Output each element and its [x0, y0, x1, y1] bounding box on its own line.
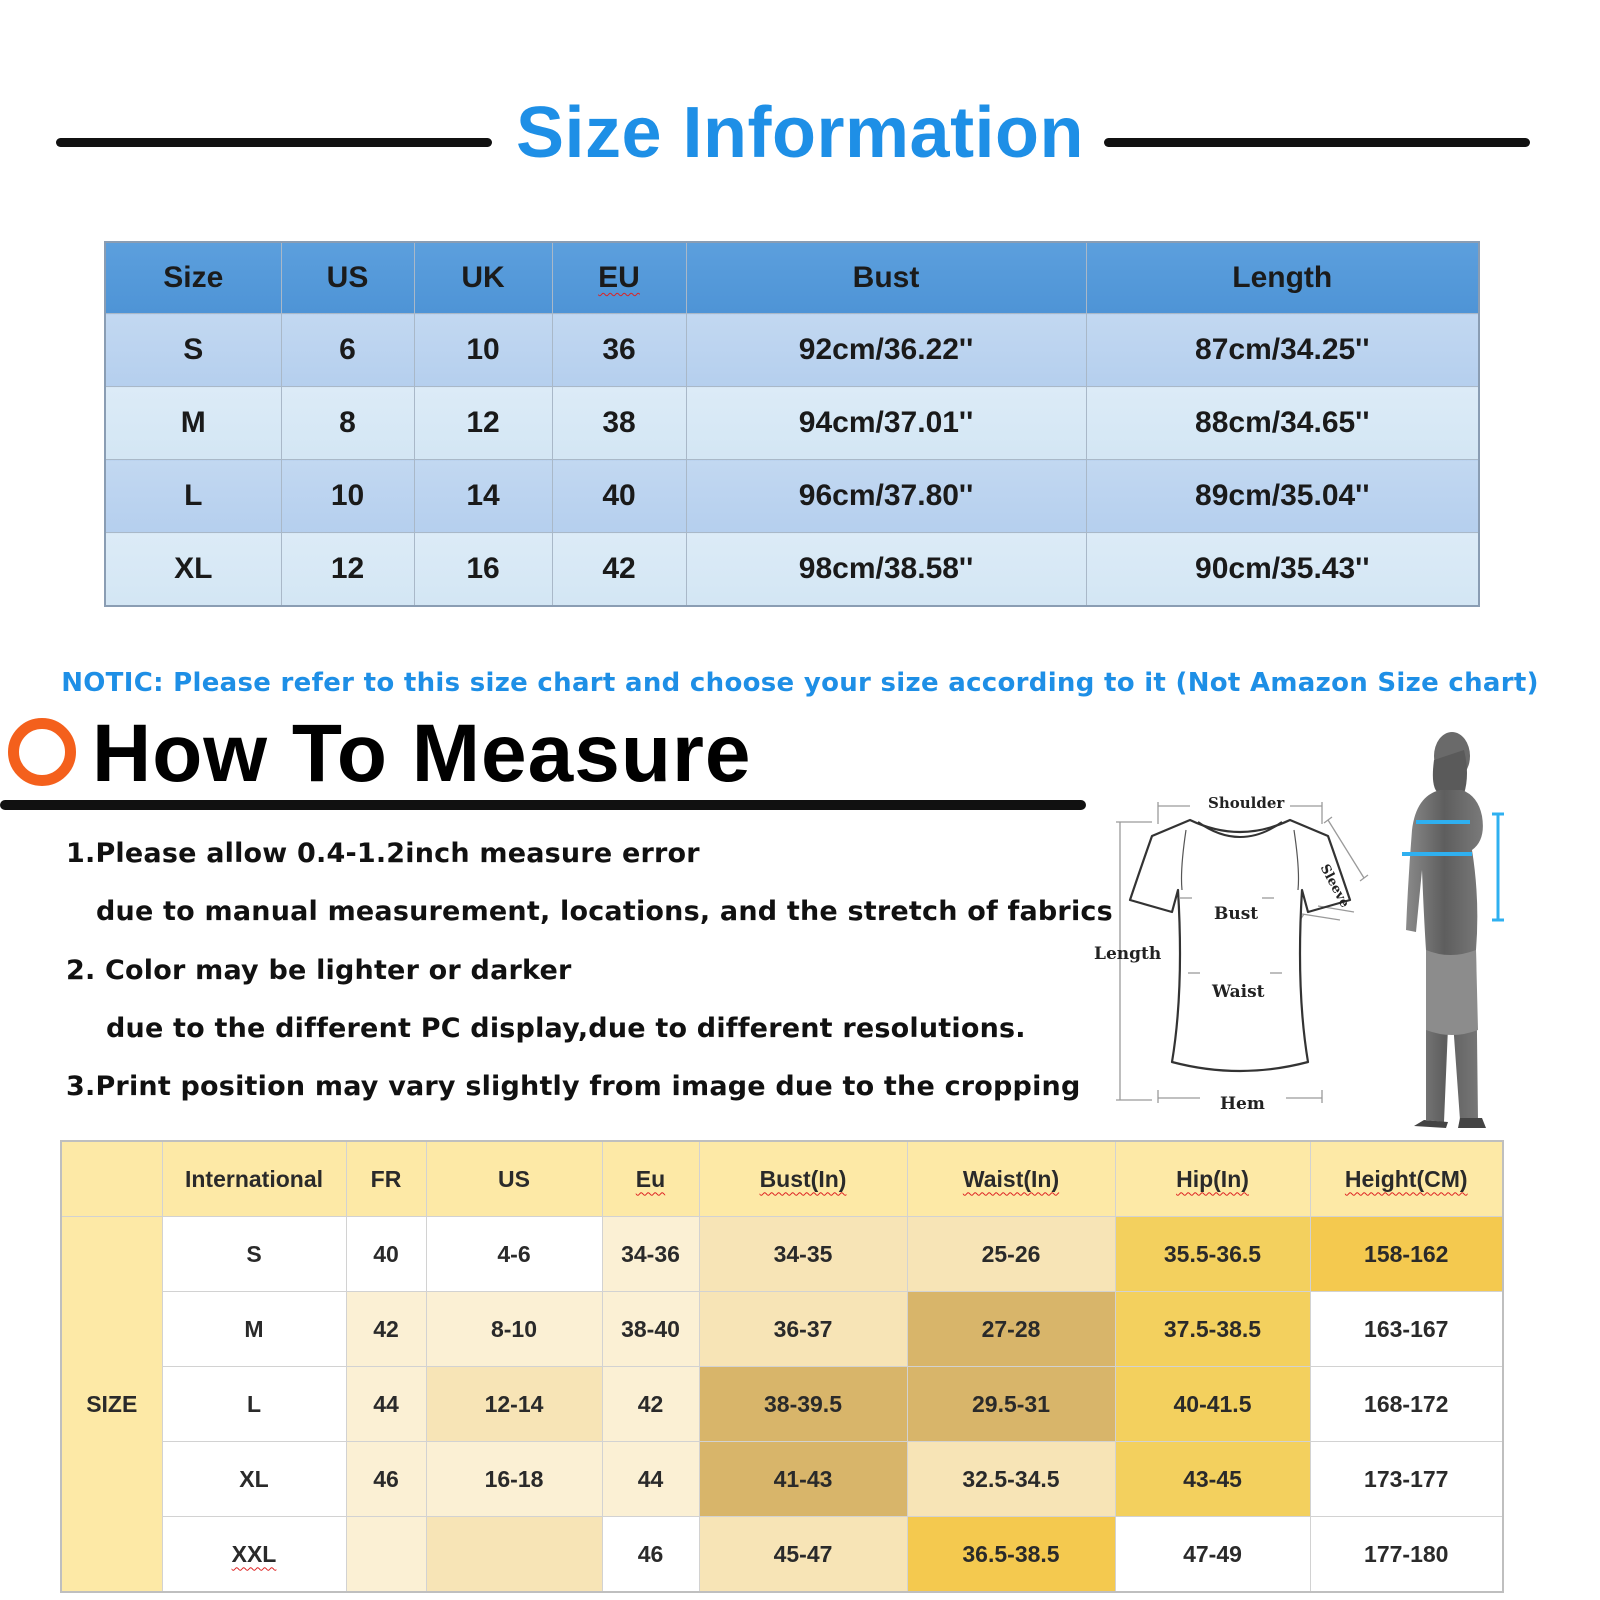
table-cell: 36-37: [699, 1292, 907, 1367]
table-row: [105, 533, 1479, 607]
table-cell: 44: [602, 1442, 699, 1517]
diagram-label-hem: Hem: [1220, 1094, 1265, 1114]
column-header-us: US: [281, 242, 414, 314]
table-cell: 92cm/36.22'': [686, 314, 1086, 387]
table-cell: 42: [552, 533, 686, 607]
table-cell: 89cm/35.04'': [1086, 460, 1479, 533]
page-title: Size Information: [515, 93, 1085, 173]
table-cell: 40: [346, 1217, 426, 1292]
table-cell: 38-40: [602, 1292, 699, 1367]
size-conversion-table: [60, 1140, 1504, 1593]
table-cell: 8: [281, 387, 414, 460]
column-header-bust-label: Bust(In): [759, 1165, 847, 1192]
column-header-eu: [552, 242, 686, 314]
table-cell: 38-39.5: [699, 1367, 907, 1442]
table-cell: 94cm/37.01'': [686, 387, 1086, 460]
table-cell: 36.5-38.5: [907, 1517, 1115, 1593]
column-header-us: US: [426, 1141, 602, 1217]
table-cell: 16: [414, 533, 552, 607]
table-cell: 4-6: [426, 1217, 602, 1292]
table-cell: 88cm/34.65'': [1086, 387, 1479, 460]
table-row: [61, 1292, 1503, 1367]
column-header-length: Length: [1086, 242, 1479, 314]
table-cell: [426, 1517, 602, 1593]
column-header-international: International: [162, 1141, 346, 1217]
table-cell: 41-43: [699, 1442, 907, 1517]
column-header-size: Size: [105, 242, 281, 314]
measure-heading-rule: [0, 800, 1086, 810]
diagram-label-shoulder: Shoulder: [1208, 794, 1285, 812]
table-cell: 32.5-34.5: [907, 1442, 1115, 1517]
table-cell: 35.5-36.5: [1115, 1217, 1310, 1292]
body-silhouette-image: [1390, 730, 1530, 1130]
column-header-bust: Bust: [686, 242, 1086, 314]
table-cell: 158-162: [1310, 1217, 1503, 1292]
title-rule-left: [56, 138, 492, 147]
title-rule-right: [1104, 138, 1530, 147]
table-cell: 38: [552, 387, 686, 460]
table-cell: 42: [602, 1367, 699, 1442]
table-row: [105, 387, 1479, 460]
column-header-fr: FR: [346, 1141, 426, 1217]
column-header-waist-label: Waist(In): [962, 1165, 1060, 1192]
table-cell: [346, 1517, 426, 1593]
table-row: [61, 1217, 1503, 1292]
table-cell: 43-45: [1115, 1442, 1310, 1517]
table-cell: [162, 1517, 346, 1593]
column-header-eu-label: EU: [598, 261, 640, 294]
table-row: [105, 314, 1479, 387]
column-header-height-label: Height(CM): [1344, 1165, 1468, 1192]
column-header-hip: [1115, 1141, 1310, 1217]
table-cell: 87cm/34.25'': [1086, 314, 1479, 387]
table-cell: 96cm/37.80'': [686, 460, 1086, 533]
table-cell: 10: [414, 314, 552, 387]
measure-note-2: 2. Color may be lighter or darker: [66, 955, 572, 986]
table-cell: 25-26: [907, 1217, 1115, 1292]
column-header-bust: [699, 1141, 907, 1217]
size-chart-notice: NOTIC: Please refer to this size chart and choose your size according to it (Not Amazon Size chart): [61, 668, 1539, 698]
table-cell: 163-167: [1310, 1292, 1503, 1367]
table-cell: 44: [346, 1367, 426, 1442]
table-cell-label: XXL: [231, 1540, 277, 1567]
table-cell: 12: [281, 533, 414, 607]
measure-note-1-detail: due to manual measurement, locations, and the stretch of fabrics: [96, 896, 1113, 927]
column-header-waist: [907, 1141, 1115, 1217]
table-cell: XL: [162, 1442, 346, 1517]
table-cell: 46: [346, 1442, 426, 1517]
table-cell: XL: [105, 533, 281, 607]
table-cell: S: [162, 1217, 346, 1292]
diagram-label-bust: Bust: [1214, 904, 1259, 924]
measure-note-2-detail: due to the different PC display,due to different resolutions.: [106, 1013, 1026, 1044]
diagram-label-waist: Waist: [1212, 982, 1265, 1002]
table-cell: S: [105, 314, 281, 387]
column-header-eu: [602, 1141, 699, 1217]
table-cell: 45-47: [699, 1517, 907, 1593]
table-cell: 90cm/35.43'': [1086, 533, 1479, 607]
measure-heading: How To Measure: [92, 708, 752, 799]
diagram-label-sleeve: Sleeve: [1316, 862, 1352, 911]
column-header-uk: UK: [414, 242, 552, 314]
table-cell: 177-180: [1310, 1517, 1503, 1593]
table-cell: 47-49: [1115, 1517, 1310, 1593]
table-cell: 40: [552, 460, 686, 533]
table-header-row: [105, 242, 1479, 314]
table-cell: M: [162, 1292, 346, 1367]
table-cell: 8-10: [426, 1292, 602, 1367]
table-cell: 14: [414, 460, 552, 533]
table-cell: M: [105, 387, 281, 460]
table-cell: 12-14: [426, 1367, 602, 1442]
table-cell: 37.5-38.5: [1115, 1292, 1310, 1367]
column-header-blank: [61, 1141, 162, 1217]
table-cell: 98cm/38.58'': [686, 533, 1086, 607]
table-row: [105, 460, 1479, 533]
table-cell: 40-41.5: [1115, 1367, 1310, 1442]
ring-bullet-icon: [8, 718, 76, 786]
table-cell: 27-28: [907, 1292, 1115, 1367]
table-cell: 173-177: [1310, 1442, 1503, 1517]
table-cell: L: [105, 460, 281, 533]
table-cell: 12: [414, 387, 552, 460]
table-row: [61, 1367, 1503, 1442]
table-row: [61, 1442, 1503, 1517]
measure-note-3: 3.Print position may vary slightly from image due to the cropping: [66, 1071, 1081, 1102]
table-cell: 36: [552, 314, 686, 387]
table-cell: 34-35: [699, 1217, 907, 1292]
column-header-eu-label: Eu: [635, 1165, 666, 1192]
diagram-label-length: Length: [1094, 944, 1162, 964]
column-header-hip-label: Hip(In): [1176, 1165, 1249, 1192]
measure-note-1: 1.Please allow 0.4-1.2inch measure error: [66, 838, 700, 869]
table-header-row: [61, 1141, 1503, 1217]
table-cell: L: [162, 1367, 346, 1442]
column-header-height: [1310, 1141, 1503, 1217]
table-cell: 29.5-31: [907, 1367, 1115, 1442]
table-cell: 168-172: [1310, 1367, 1503, 1442]
table-row: [61, 1517, 1503, 1593]
table-cell: 34-36: [602, 1217, 699, 1292]
table-cell: 16-18: [426, 1442, 602, 1517]
size-table: [104, 241, 1480, 607]
table-cell: 46: [602, 1517, 699, 1593]
size-group-label: SIZE: [61, 1217, 162, 1593]
table-cell: 6: [281, 314, 414, 387]
table-cell: 42: [346, 1292, 426, 1367]
table-cell: 10: [281, 460, 414, 533]
